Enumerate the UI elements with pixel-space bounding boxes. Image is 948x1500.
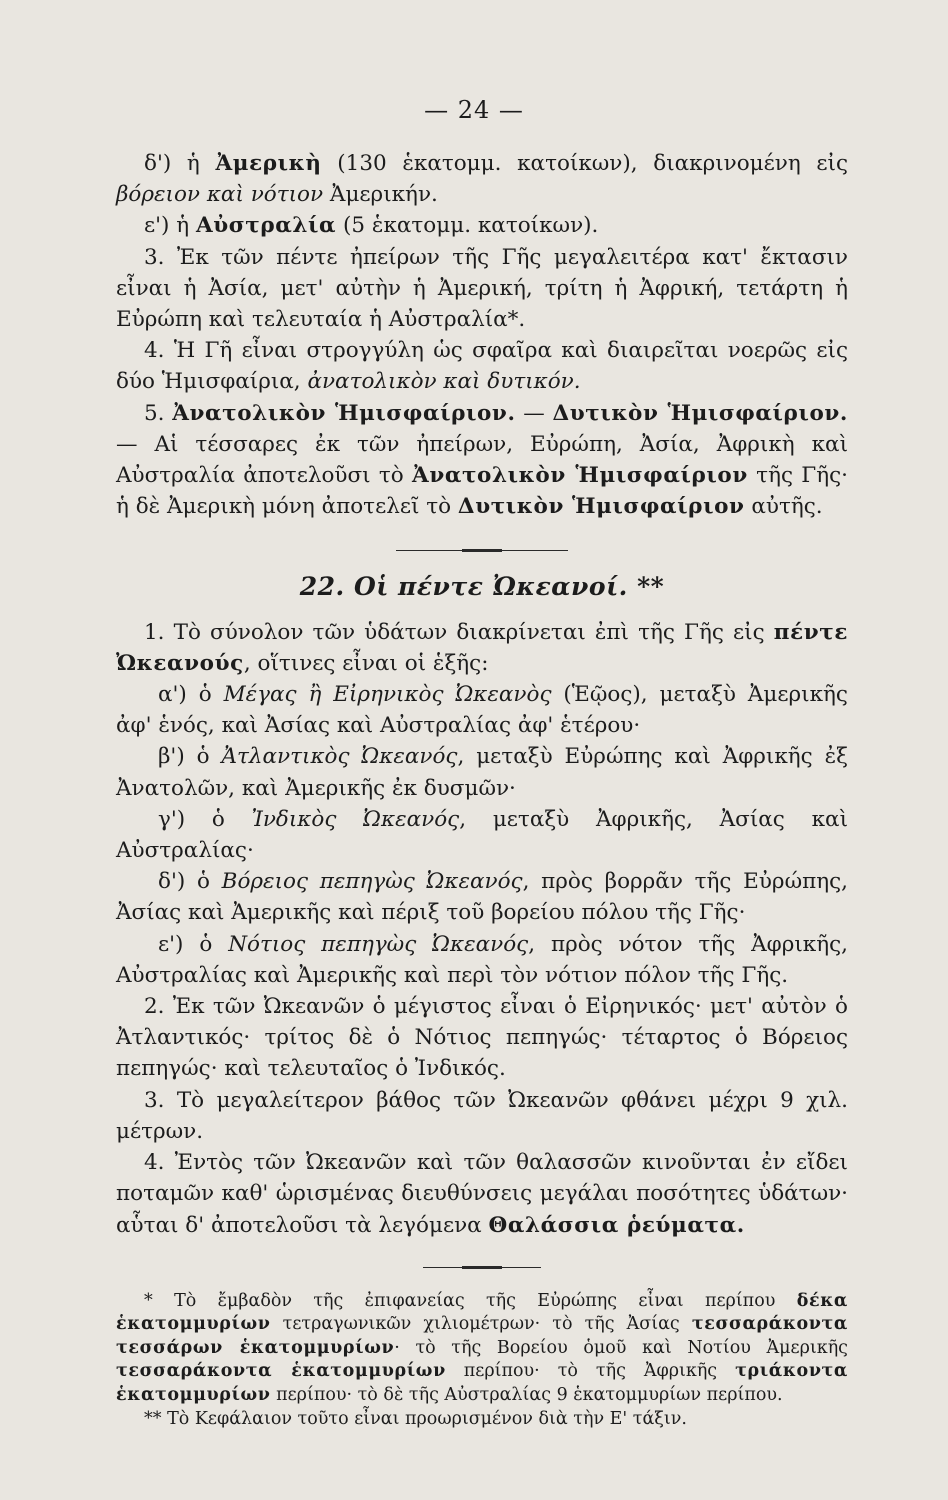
bold-term: Ἀνατολικὸν Ἡμισφαίριον. — [172, 400, 516, 426]
section-title: Οἱ πέντε Ὠκεανοί. ** — [344, 572, 665, 602]
footnote-text: περίπου· τὸ δὲ τῆς Αὐστραλίας 9 ἑκατομμυρίων περίπου. — [270, 1385, 783, 1406]
paragraph-text: 4. Ἡ Γῆ εἶναι στρογγύλη ὡς σφαῖρα καὶ διαιρεῖται νοερῶς εἰς δύο Ἡμισφαίρια, — [116, 338, 848, 395]
footnote-2: ** Τὸ Κεφάλαιον τοῦτο εἶναι προωρισμένον διὰ τὴν Ε' τάξιν. — [144, 1408, 687, 1429]
bold-term: τριάκοντα ἑκατομμυρίων — [116, 1361, 848, 1406]
paragraph-5 — [116, 398, 848, 523]
item-lead: δ') ἡ — [144, 151, 216, 176]
paragraph-4 — [116, 335, 848, 397]
item-text: (Ἑῷος), μεταξὺ Ἀμερικῆς ἀφ' ἑνός, καὶ Ἀσίας καὶ Αὐστραλίας ἀφ' ἑτέρου· — [116, 682, 848, 739]
bold-term: τεσσαράκοντα ἑκατομμυρίων — [116, 1361, 446, 1382]
item-lead: γ') ὁ — [158, 806, 252, 832]
page-number: — 24 — — [424, 96, 524, 124]
continent-america — [116, 148, 848, 210]
item-lead: β') ὁ — [158, 744, 222, 770]
dash: — — [515, 400, 553, 426]
bold-term: δέκα ἑκατομμυρίων — [116, 1290, 848, 1335]
bold-term: Ἀνατολικὸν Ἡμισφαίριον — [412, 463, 748, 489]
footnote-text: περίπου· τὸ τῆς Ἀφρικῆς — [445, 1361, 736, 1382]
item-lead: α') ὁ — [158, 682, 224, 708]
ocean-pacific — [116, 679, 848, 741]
ocean-paragraph-4 — [116, 1147, 848, 1241]
paragraph-number: 5. — [144, 400, 173, 426]
bold-term: Θαλάσσια ῥεύματα. — [488, 1212, 745, 1238]
item-lead: δ') ὁ — [158, 869, 222, 895]
item-text: , μεταξὺ Ἀφρικῆς, Ἀσίας καὶ Αὐστραλίας· — [116, 806, 849, 864]
continent-name: Αὐστραλία — [196, 213, 337, 239]
ocean-name: Ἰνδικὸς Ὠκεανός — [251, 806, 460, 832]
item-text: Ἀμερικήν. — [323, 182, 438, 208]
italic-text: ἀνατολικὸν καὶ δυτικόν. — [307, 369, 581, 395]
item-lead: ε') ἡ — [144, 213, 196, 239]
ocean-intro — [116, 617, 848, 679]
ocean-name: Νότιος πεπηγὼς Ὠκεανός — [228, 931, 529, 957]
item-text: , πρὸς βορρᾶν τῆς Εὐρώπης, Ἀσίας καὶ Ἀμερικῆς καὶ πέριξ τοῦ βορείου πόλου τῆς Γῆς· — [116, 869, 848, 926]
footnote-text: · τὸ τῆς Βορείου ὁμοῦ καὶ Νοτίου Ἀμερικῆς — [394, 1337, 848, 1358]
continent-name: Ἀμερικὴ — [215, 151, 322, 176]
section-number: 22. — [299, 572, 345, 602]
ocean-antarctic — [116, 929, 848, 991]
paragraph-3: 3. Ἐκ τῶν πέντε ἠπείρων τῆς Γῆς μεγαλειτέρα κατ' ἔκτασιν εἶναι ἡ Ἀσία, μετ' αὐτὴν ἡ Ἀμερική, τρίτη ἡ Ἀφρική, τετάρτη ἡ Εὐρώπη καὶ τελευταία ἡ Αὐστραλία*. — [116, 244, 848, 333]
footnote-1 — [116, 1290, 848, 1408]
paragraph-text: τῆς Γῆς· ἡ δὲ Ἀμερικὴ μόνη ἀποτελεῖ τὸ — [116, 463, 848, 520]
ocean-name: Μέγας ἢ Εἰρηνικὸς Ὠκεανὸς — [223, 682, 552, 708]
paragraph-text: αὐτῆς. — [744, 494, 823, 520]
italic-text: βόρειον καὶ νότιον — [116, 182, 324, 208]
footnote-text: * Τὸ ἔμβαδὸν τῆς ἐπιφανείας τῆς Εὐρώπης εἶναι περίπου — [144, 1290, 797, 1311]
continent-australia — [116, 210, 848, 241]
bold-term: Δυτικὸν Ἡμισφαίριον — [457, 494, 745, 520]
item-lead: ε') ὁ — [158, 931, 229, 957]
ocean-arctic — [116, 866, 848, 928]
footnotes — [116, 1290, 848, 1432]
bold-term: τεσσαράκοντα τεσσάρων ἑκατομμυρίων — [116, 1314, 848, 1358]
footnote-text: τετραγωνικῶν χιλιομέτρων· τὸ τῆς Ἀσίας — [270, 1314, 692, 1335]
bold-term: Δυτικὸν Ἡμισφαίριον. — [552, 400, 849, 426]
section-divider — [396, 550, 568, 551]
item-text: (5 ἑκατομμ. κατοίκων). — [336, 213, 599, 239]
page-body — [116, 148, 848, 1431]
bold-term: πέντε Ὠκεανούς — [116, 619, 848, 676]
ocean-name: Βόρειος πεπηγὼς Ὠκεανός — [221, 869, 523, 895]
ocean-paragraph-3: 3. Τὸ μεγαλείτερον βάθος τῶν Ὠκεανῶν φθάνει μέχρι 9 χιλ. μέτρων. — [116, 1087, 848, 1144]
section-heading — [116, 571, 848, 602]
item-text: , μεταξὺ Εὐρώπης καὶ Ἀφρικῆς ἐξ Ἀνατολῶν, καὶ Ἀμερικῆς ἐκ δυσμῶν· — [116, 744, 848, 801]
ocean-indian — [116, 804, 848, 866]
footnote-divider — [423, 1267, 541, 1268]
ocean-paragraph-2: 2. Ἐκ τῶν Ὠκεανῶν ὁ μέγιστος εἶναι ὁ Εἰρηνικός· μετ' αὐτὸν ὁ Ἀτλαντικός· τρίτος δὲ ὁ Νότιος πεπηγώς· τέταρτος ὁ Βόρειος πεπηγώς· καὶ τελευταῖος ὁ Ἰνδικός. — [116, 994, 848, 1082]
item-text: , πρὸς νότον τῆς Ἀφρικῆς, Αὐστραλίας καὶ Ἀμερικῆς καὶ περὶ τὸν νότιον πόλον τῆς Γῆς. — [116, 931, 848, 988]
paragraph-text: — Αἱ τέσσαρες ἐκ τῶν ἠπείρων, Εὐρώπη, Ἀσία, Ἀφρικὴ καὶ Αὐστραλία ἀποτελοῦσι τὸ — [116, 431, 848, 489]
item-text: (130 ἑκατομμ. κατοίκων), διακρινομένη εἰς — [321, 151, 849, 176]
ocean-name: Ἀτλαντικὸς Ὠκεανός — [221, 744, 458, 770]
paragraph-text: 1. Τὸ σύνολον τῶν ὑδάτων διακρίνεται ἐπὶ τῆς Γῆς εἰς — [144, 619, 774, 645]
ocean-atlantic — [116, 741, 848, 803]
paragraph-text: 4. Ἐντὸς τῶν Ὠκεανῶν καὶ τῶν θαλασσῶν κινοῦνται ἐν εἴδει ποταμῶν καθ' ὡρισμένας διευθύνσεις μεγάλαι ποσότητες ὑδάτων· αὗται δ' ἀποτελοῦσι τὰ λεγόμενα — [116, 1150, 848, 1238]
paragraph-text: , οἵτινες εἶναι οἱ ἑξῆς: — [243, 650, 489, 676]
